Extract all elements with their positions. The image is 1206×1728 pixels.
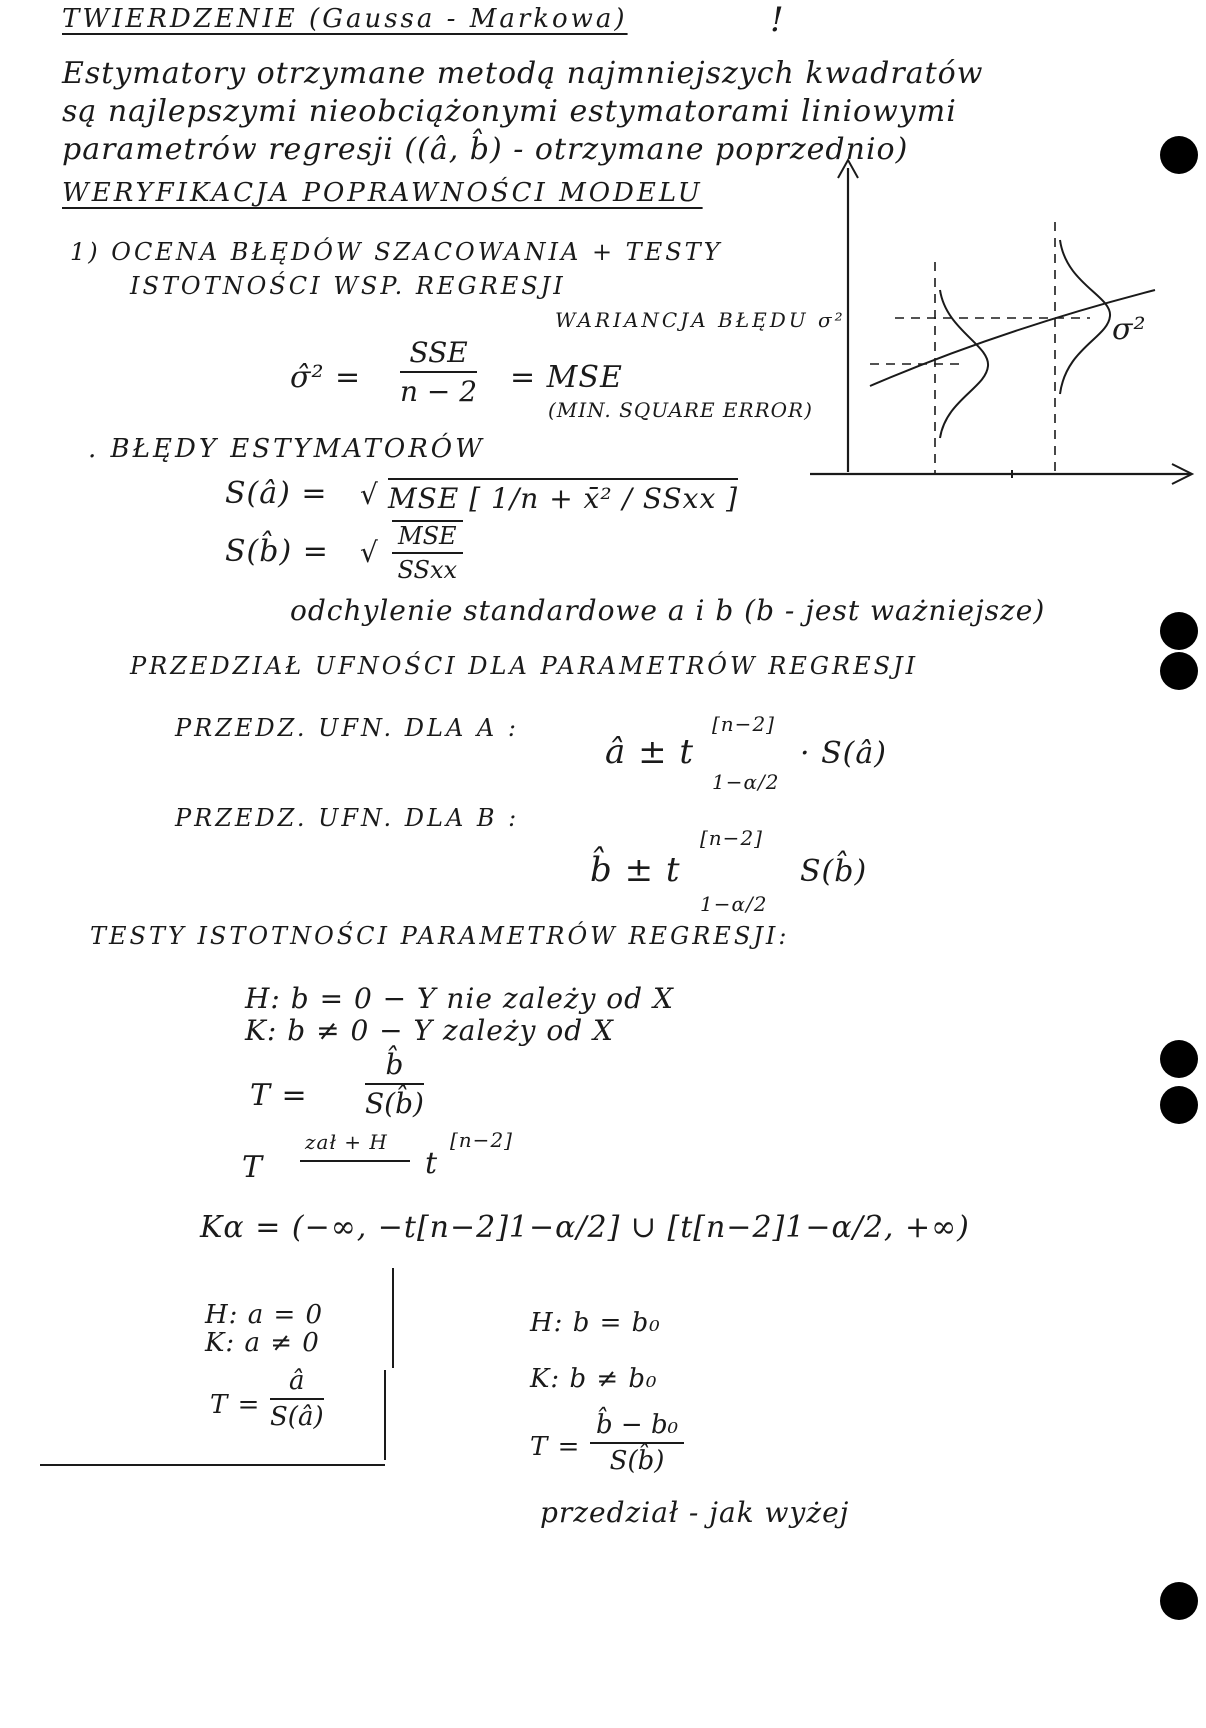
ci-b-label: PRZEDZ. UFN. DLA B :: [175, 804, 520, 832]
sqrt-sign-a: √: [360, 478, 379, 511]
punch-hole: [1160, 1040, 1198, 1078]
dist-sup: [n−2]: [450, 1128, 513, 1152]
test-b0-numerator: b̂ − b₀: [590, 1410, 684, 1444]
divider-vertical-top: [392, 1268, 394, 1368]
page-title: TWIERDZENIE (Gaussa - Markowa): [62, 4, 628, 34]
item-1-line-2: ISTOTNOŚCI WSP. REGRESJI: [130, 272, 566, 300]
se-b-numerator: MSE: [392, 522, 463, 554]
test-b0-t-lhs: T =: [530, 1432, 581, 1462]
test-a-h: H: a = 0: [205, 1300, 324, 1330]
test-b0-k: K: b ≠ b₀: [530, 1364, 658, 1394]
ci-a-formula: â ± t: [605, 732, 695, 772]
variance-label: WARIANCJA BŁĘDU σ²: [555, 308, 846, 332]
ci-b-sub: 1−α/2: [700, 892, 768, 916]
test-a-numerator: â: [270, 1366, 324, 1400]
item-1-line-1: 1) OCENA BŁĘDÓW SZACOWANIA + TESTY: [70, 238, 723, 266]
estimator-errors-heading: . BŁĘDY ESTYMATORÓW: [88, 434, 485, 464]
ci-a-label: PRZEDZ. UFN. DLA A :: [175, 714, 519, 742]
stat-t-lhs: T =: [250, 1078, 308, 1113]
hypothesis-h: H: b = 0 − Y nie zależy od X: [245, 982, 674, 1015]
se-b-fraction: [392, 520, 463, 584]
dist-arrow-line: [300, 1160, 410, 1162]
test-a-t-lhs: T =: [210, 1390, 261, 1420]
ci-a-tail: · S(â): [800, 736, 887, 771]
variance-denominator: n − 2: [400, 375, 478, 408]
variance-numerator: SSE: [400, 336, 477, 373]
closing-note: przedział - jak wyżej: [540, 1496, 850, 1529]
graph-sigma-label: σ²: [1112, 312, 1147, 347]
test-a-fraction: [270, 1366, 324, 1432]
sqrt-sign-b: √: [360, 536, 379, 569]
stat-t-fraction: [365, 1048, 424, 1120]
variance-note: (MIN. SQUARE ERROR): [548, 398, 813, 422]
se-b-denominator: SSxx: [397, 556, 458, 584]
se-a-body: MSE [ 1/n + x̄² / SSxx ]: [388, 478, 738, 515]
stddev-note: odchylenie standardowe a i b (b - jest ważniejsze): [290, 594, 1046, 627]
section-heading: WERYFIKACJA POPRAWNOŚCI MODELU: [62, 178, 703, 208]
ci-b-tail: S(b̂): [800, 854, 868, 889]
tests-heading: TESTY ISTOTNOŚCI PARAMETRÓW REGRESJI:: [90, 922, 790, 950]
ci-a-sup: [n−2]: [712, 712, 775, 736]
hypothesis-k: K: b ≠ 0 − Y zależy od X: [245, 1014, 614, 1047]
variance-rhs: = MSE: [510, 360, 623, 395]
critical-region: Kα = (−∞, −t[n−2]1−α/2] ∪ [t[n−2]1−α/2, +∞): [200, 1210, 970, 1245]
variance-lhs: σ̂² =: [290, 360, 362, 395]
ci-heading: PRZEDZIAŁ UFNOŚCI DLA PARAMETRÓW REGRESJI: [130, 652, 919, 680]
test-b0-h: H: b = b₀: [530, 1308, 661, 1338]
punch-hole: [1160, 1582, 1198, 1620]
ci-a-sub: 1−α/2: [712, 770, 780, 794]
dist-t-rhs: t: [425, 1146, 439, 1181]
exclamation-mark: !: [770, 0, 785, 40]
ci-b-sup: [n−2]: [700, 826, 763, 850]
punch-hole: [1160, 136, 1198, 174]
test-a-denominator: S(â): [270, 1402, 324, 1432]
intro-line-2: są najlepszymi nieobciążonymi estymatorami liniowymi: [62, 94, 957, 129]
intro-line-1: Estymatory otrzymane metodą najmniejszych kwadratów: [62, 56, 984, 91]
dist-over: zał + H: [305, 1130, 388, 1154]
stat-t-numerator: b̂: [365, 1048, 424, 1085]
test-a-k: K: a ≠ 0: [205, 1328, 320, 1358]
punch-hole: [1160, 1086, 1198, 1124]
intro-line-3: parametrów regresji ((â, b̂) - otrzymane poprzednio): [62, 132, 909, 167]
test-b0-fraction: [590, 1410, 684, 1476]
se-a-lhs: S(â) =: [225, 476, 328, 511]
dist-t: T: [242, 1150, 264, 1185]
ci-b-formula: b̂ ± t: [590, 850, 681, 890]
punch-hole: [1160, 652, 1198, 690]
test-b0-denominator: S(b̂): [609, 1446, 665, 1476]
punch-hole: [1160, 612, 1198, 650]
divider-vertical-bottom: [384, 1370, 386, 1460]
stat-t-denominator: S(b̂): [365, 1087, 424, 1120]
divider-horizontal: [40, 1464, 385, 1466]
se-b-lhs: S(b̂) =: [225, 534, 329, 569]
